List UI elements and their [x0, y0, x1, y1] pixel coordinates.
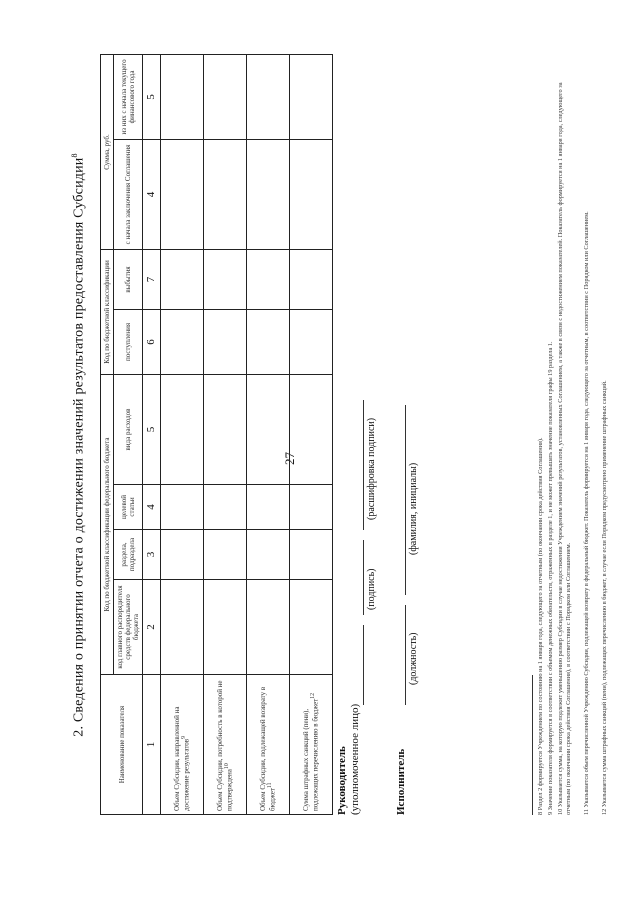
- page-number: 27: [282, 452, 297, 465]
- col-number: 5: [143, 374, 161, 484]
- section-title: [70, 65, 88, 825]
- table-cell[interactable]: [160, 374, 203, 484]
- header-budget-code-group: Код по бюджетной классификации федерального бюджета: [101, 374, 114, 674]
- position-caption: (должность): [408, 632, 419, 685]
- table-cell[interactable]: [203, 580, 246, 675]
- col-number: 5: [143, 54, 161, 139]
- head-signature-line[interactable]: [362, 540, 364, 615]
- table-cell[interactable]: [160, 309, 203, 374]
- row-label: [246, 675, 289, 815]
- col-number: 7: [143, 249, 161, 309]
- table-cell[interactable]: [246, 309, 289, 374]
- row-label: [289, 675, 332, 815]
- row-footnote-mark: 11: [267, 782, 274, 789]
- header-target: целевой статьи: [114, 485, 143, 530]
- table-cell[interactable]: [289, 54, 332, 139]
- table-cell[interactable]: [246, 374, 289, 484]
- table-row: [160, 54, 203, 814]
- table-cell[interactable]: [289, 485, 332, 530]
- footnote: 11 Указывается объем перечисленной Учреждению Субсидии, подлежащей возврату в федеральный бюджет. Показатель формируется на 1 января года, следующего за отчетным, в соответствии с Порядком или Соглашением.: [583, 211, 590, 815]
- table-cell[interactable]: [160, 580, 203, 675]
- header-sum-group: Сумма, руб.: [101, 54, 114, 249]
- header-section: раздела, подраздела: [114, 530, 143, 580]
- col-number: 4: [143, 139, 161, 249]
- table-cell[interactable]: [160, 485, 203, 530]
- table-cell[interactable]: [203, 139, 246, 249]
- section-title-text: 2. Сведения о принятии отчета о достижении значений результатов предоставления Субсидии: [71, 157, 87, 737]
- header-kosgu-income: поступления: [114, 309, 143, 374]
- executor-label: Исполнитель: [395, 748, 407, 815]
- table-cell[interactable]: [246, 530, 289, 580]
- table-cell[interactable]: [289, 580, 332, 675]
- footnote: 9 Значение показателя формируется в соответствии с объемом денежных обязательств, отраженных в разделе 1, и не может превышать значение показателя графы 19 раздела 1.: [547, 341, 554, 815]
- row-footnote-mark: 12: [310, 692, 317, 699]
- table-row: [246, 54, 289, 814]
- row-label: [203, 675, 246, 815]
- table-cell[interactable]: [246, 54, 289, 139]
- executor-position-line[interactable]: [404, 605, 406, 705]
- header-row-1: [101, 54, 114, 814]
- footnote: 10 Указывается сумма, на которую подлежит уменьшению размер Субсидии в случае недостижения Учреждением значений результатов, установленных Соглашением, а также в связи с недостижением показателей. Показатель формируется на 1 января года, следующего за отчетным (по окончании срока действия Соглашения), в соответствии с Порядком или Соглашением.: [557, 82, 572, 815]
- table-cell[interactable]: [246, 485, 289, 530]
- head-label: Руководитель: [336, 746, 348, 815]
- header-indicator-name: Наименование показателя: [101, 675, 143, 815]
- table-row: [203, 54, 246, 814]
- head-decode-line[interactable]: [362, 400, 364, 530]
- executor-name-line[interactable]: [404, 405, 406, 595]
- header-sum-current: из них с начала текущего финансового года: [114, 54, 143, 139]
- table-cell[interactable]: [203, 249, 246, 309]
- header-kosgu-group: Код по бюджетной классификации: [101, 249, 114, 374]
- footnote: 12 Указывается сумма штрафных санкций (пени), подлежащих перечислению в бюджет, в случае если Порядком предусмотрено применение штрафных санкций.: [601, 380, 608, 815]
- table-cell[interactable]: [289, 139, 332, 249]
- table-cell[interactable]: [203, 374, 246, 484]
- signature-caption: (подпись): [366, 568, 377, 610]
- row-label-text: Сумма штрафных санкций (пени), подлежащих перечислению в бюджет: [302, 698, 320, 811]
- header-kosgu-out: выбытия: [114, 249, 143, 309]
- table-cell[interactable]: [203, 530, 246, 580]
- decode-caption: (расшифровка подписи): [366, 417, 377, 520]
- footnote-separator: [532, 675, 533, 815]
- col-number: 3: [143, 530, 161, 580]
- col-number: 4: [143, 485, 161, 530]
- row-label-text: Объем Субсидии, подлежащей возврату в бюджет: [259, 686, 277, 811]
- table-cell[interactable]: [289, 309, 332, 374]
- table-cell[interactable]: [203, 485, 246, 530]
- table-cell[interactable]: [289, 249, 332, 309]
- header-kbk-main: код главного распорядителя средств федерального бюджета: [114, 580, 143, 675]
- row-label-text: Объем Субсидии, потребность в которой не подтверждена: [216, 680, 234, 811]
- table-row: [289, 54, 332, 814]
- row-footnote-mark: 9: [181, 735, 188, 739]
- col-number: 6: [143, 309, 161, 374]
- table-cell[interactable]: [160, 139, 203, 249]
- table-cell[interactable]: [160, 530, 203, 580]
- col-number: 2: [143, 580, 161, 675]
- name-caption: (фамилия, инициалы): [408, 462, 419, 555]
- table-cell[interactable]: [246, 580, 289, 675]
- table-cell[interactable]: [289, 374, 332, 484]
- table-cell[interactable]: [160, 54, 203, 139]
- head-position-line[interactable]: [362, 625, 364, 705]
- header-exptype: вида расходов: [114, 374, 143, 484]
- row-label: [160, 675, 203, 815]
- row-footnote-mark: 10: [224, 763, 231, 770]
- column-number-row: [143, 54, 161, 814]
- title-footnote-mark: 8: [70, 153, 79, 158]
- table-cell[interactable]: [203, 309, 246, 374]
- report-table: [100, 54, 333, 815]
- footnote: 8 Раздел 2 формируется Учреждением по состоянию на 1 января года, следующего за отчетным (по окончании срока действия Соглашения).: [537, 437, 544, 815]
- header-sum-approved: с начала заключения Соглашения: [114, 139, 143, 249]
- table-cell[interactable]: [203, 54, 246, 139]
- table-cell[interactable]: [160, 249, 203, 309]
- table-cell[interactable]: [246, 249, 289, 309]
- table-cell[interactable]: [289, 530, 332, 580]
- table-cell[interactable]: [246, 139, 289, 249]
- row-label-text: Объем Субсидии, направленной на достижение результатов: [173, 706, 191, 811]
- col-number: 1: [143, 675, 161, 815]
- head-sub-label: (уполномоченное лицо): [349, 703, 361, 815]
